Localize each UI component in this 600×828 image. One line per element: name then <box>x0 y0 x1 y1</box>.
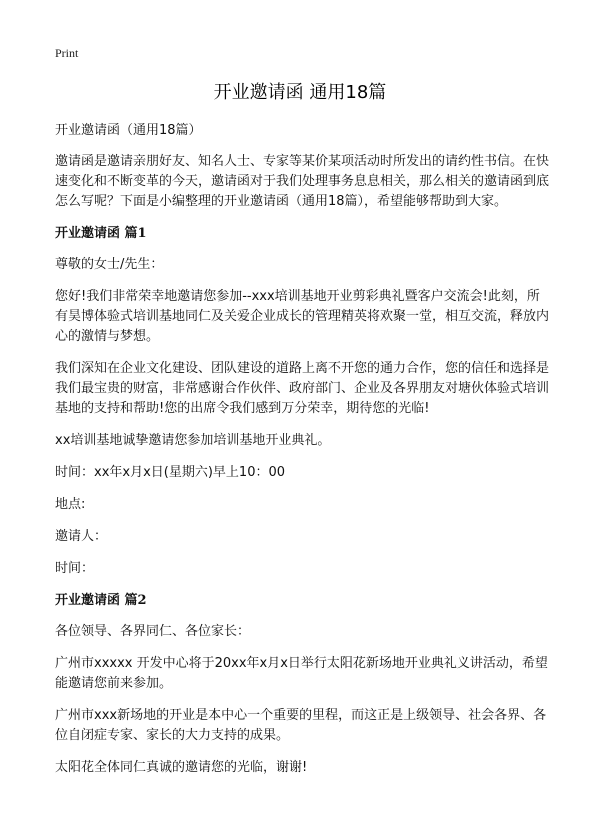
section-heading-1: 开业邀请函 篇1 <box>55 226 147 241</box>
page-title: 开业邀请函 通用18篇 <box>213 82 387 103</box>
section1-time2: 时间： <box>55 561 95 576</box>
section1-paragraph-3: xx培训基地诚挚邀请您参加培训基地开业典礼。 <box>55 433 331 448</box>
section1-time: 时间：xx年x月x日(星期六)早上10：00 <box>55 465 286 480</box>
document-subtitle: 开业邀请函（通用18篇） <box>55 123 202 138</box>
document-body <box>55 121 552 790</box>
section1-paragraph-2: 我们深知在企业文化建设、团队建设的道路上离不开您的通力合作，您的信任和选择是我们最宝贵的财富，非常感谢合作伙伴、政府部门、企业及各界朋友对塘伙体验式培训基地的支持和帮助!您的出席令我们感到万分荣幸，期待您的光临! <box>55 361 550 416</box>
section2-paragraph-1: 广州市xxxxx 开发中心将于20xx年x月x日举行太阳花新场地开业典礼义讲活动，希望能邀请您前来参加。 <box>55 656 548 691</box>
section2-paragraph-2: 广州市xxx新场地的开业是本中心一个重要的里程，而这正是上级领导、社会各界、各位自闭症专家、家长的大力支持的成果。 <box>55 708 547 743</box>
section1-inviter: 邀请人： <box>55 529 108 544</box>
section-heading-2: 开业邀请函 篇2 <box>55 593 147 608</box>
intro-paragraph: 邀请函是邀请亲朋好友、知名人士、专家等某价某项活动时所发出的请约性书信。在快速变化和不断变革的今天，邀请函对于我们处理事务息息相关，那么相关的邀请函到底怎么写呢？下面是小编整理的开业邀请函（通用18篇），希望能够帮助到大家。 <box>55 154 550 209</box>
section1-greeting: 尊敬的女士/先生： <box>55 257 164 272</box>
section1-paragraph-1: 您好!我们非常荣幸地邀请您参加--xxx培训基地开业剪彩典礼暨客户交流会!此刻，所有昊博体验式培训基地同仁及关爱企业成长的管理精英将欢聚一堂，相互交流，释放内心的激情与梦想。 <box>55 289 550 344</box>
section2-greeting: 各位领导、各界同仁、各位家长： <box>55 624 251 639</box>
section2-paragraph-3: 太阳花全体同仁真诚的邀请您的光临，谢谢! <box>55 760 308 775</box>
section1-place: 地点: <box>55 497 86 512</box>
print-label: Print <box>55 46 79 60</box>
